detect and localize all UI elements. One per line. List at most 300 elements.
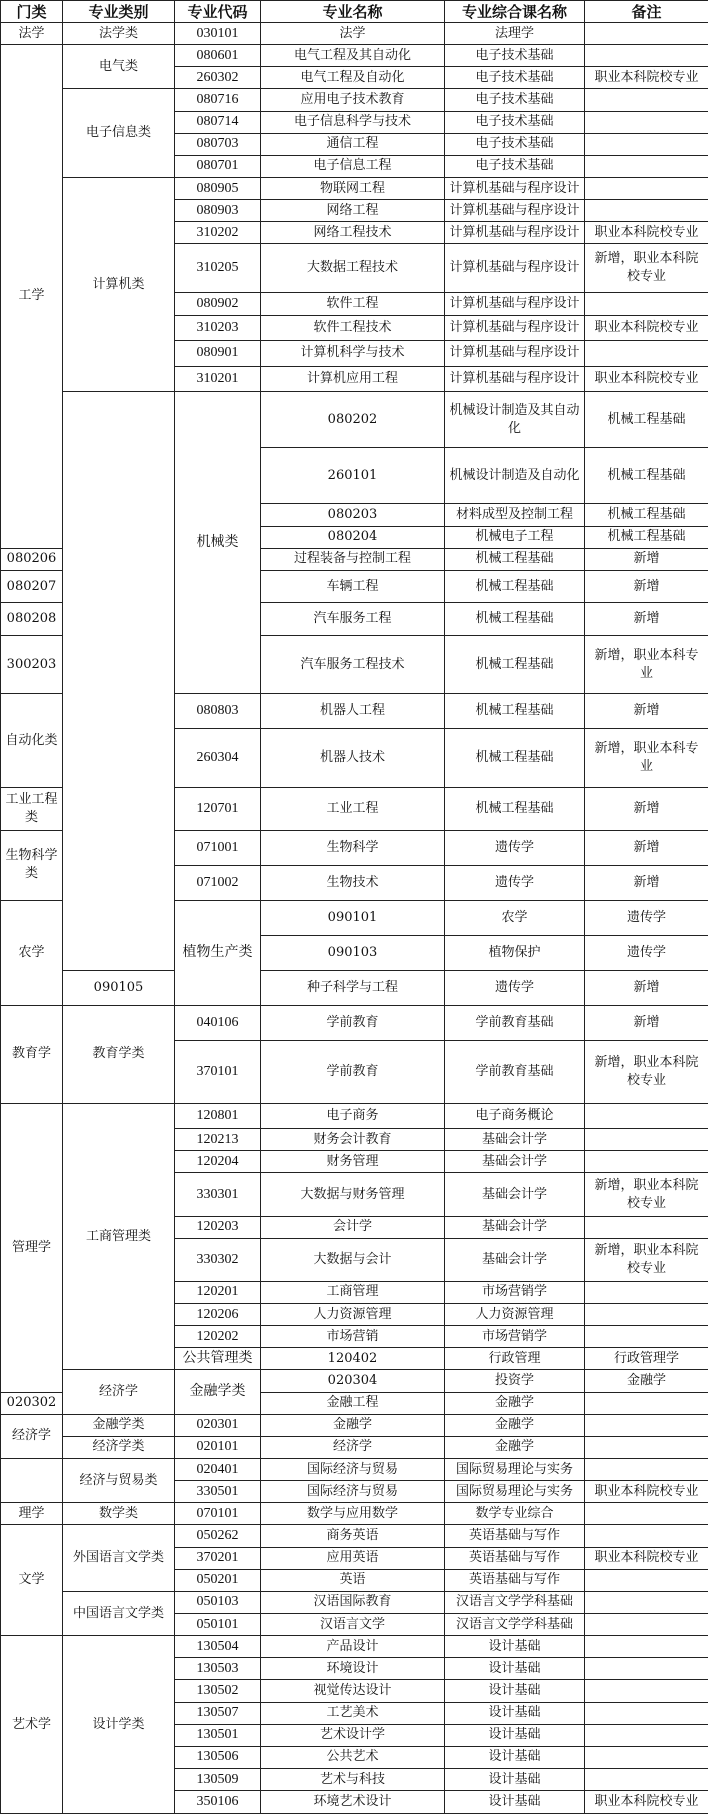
major-name-cell: 电子商务 [261,1103,445,1129]
remarks-cell [585,1281,708,1303]
major-name-cell: 艺术设计学 [261,1724,445,1746]
remarks-cell: 新增 [585,603,708,636]
course-name-cell: 法理学 [445,23,585,45]
major-name-cell: 机器人工程 [261,694,445,729]
remarks-cell [585,1636,708,1658]
table-row [1,1103,708,1129]
major-code-cell: 公共管理类 [175,1348,261,1370]
table-row [1,1459,708,1481]
major-name-cell: 法学 [261,23,445,45]
remarks-cell: 金融学 [585,1370,708,1392]
major-name-cell: 应用电子技术教育 [261,89,445,111]
major-name-cell: 车辆工程 [261,570,445,603]
course-name-cell: 机械工程基础 [445,548,585,570]
major-name-cell: 生物科学 [261,830,445,865]
header-major-name: 专业名称 [261,1,445,23]
major-code-cell: 020301 [175,1414,261,1436]
course-name-cell: 计算机基础与程序设计 [445,293,585,315]
major-class-cell: 数学类 [63,1503,175,1525]
major-code-cell: 330501 [175,1481,261,1503]
table-row [1,1370,708,1392]
major-name-cell: 汉语国际教育 [261,1591,445,1613]
course-name-cell: 基础会计学 [445,1129,585,1151]
course-name-cell: 遗传学 [445,830,585,865]
major-code-cell: 020401 [175,1459,261,1481]
remarks-cell: 机械工程基础 [585,448,708,504]
course-name-cell: 英语基础与写作 [445,1547,585,1569]
course-name-cell: 电子商务概论 [445,1103,585,1129]
table-row [1,89,708,111]
major-name-cell: 物联网工程 [261,177,445,199]
major-name-cell: 工商管理 [261,1281,445,1303]
course-name-cell: 计算机基础与程序设计 [445,200,585,222]
course-name-cell: 基础会计学 [445,1238,585,1281]
course-name-cell: 金融学 [445,1392,585,1414]
major-name-cell: 生物技术 [261,865,445,900]
category-cell: 自动化类 [1,694,63,787]
course-name-cell: 遗传学 [445,865,585,900]
major-name-cell: 080204 [261,526,445,548]
major-code-cell: 机械类 [175,392,261,694]
table-body [1,23,708,1814]
course-name-cell: 电子技术基础 [445,67,585,89]
major-name-cell: 环境艺术设计 [261,1791,445,1814]
major-name-cell: 商务英语 [261,1525,445,1547]
remarks-cell: 机械工程基础 [585,392,708,448]
course-name-cell: 材料成型及控制工程 [445,504,585,526]
remarks-cell: 新增，职业本科院校专业 [585,1173,708,1216]
course-name-cell: 设计基础 [445,1768,585,1790]
category-cell: 教育学 [1,1005,63,1103]
major-class-cell: 电气类 [63,45,175,89]
major-code-cell: 080714 [175,111,261,133]
category-cell: 管理学 [1,1103,63,1392]
major-name-cell: 电气工程及自动化 [261,67,445,89]
major-code-cell: 080716 [175,89,261,111]
remarks-cell: 新增 [585,970,708,1005]
course-name-cell: 计算机基础与程序设计 [445,341,585,367]
course-name-cell: 计算机基础与程序设计 [445,177,585,199]
major-code-cell: 310202 [175,222,261,244]
major-code-cell: 130504 [175,1636,261,1658]
course-name-cell: 农学 [445,900,585,935]
major-name-cell: 视觉传达设计 [261,1680,445,1702]
remarks-cell: 新增，职业本科专业 [585,636,708,694]
category-cell [1,1459,63,1503]
remarks-cell: 遗传学 [585,935,708,970]
major-code-cell: 120201 [175,1281,261,1303]
course-name-cell: 计算机基础与程序设计 [445,366,585,392]
table-row [1,177,708,199]
table-row [1,392,708,448]
major-name-cell: 电气工程及其自动化 [261,45,445,67]
major-name-cell: 经济学 [261,1436,445,1458]
major-name-cell: 260101 [261,448,445,504]
remarks-cell [585,1459,708,1481]
table-row [1,23,708,45]
remarks-cell [585,1129,708,1151]
course-name-cell: 设计基础 [445,1680,585,1702]
remarks-cell: 新增，职业本科院校专业 [585,1040,708,1103]
remarks-cell [585,177,708,199]
major-name-cell: 090103 [261,935,445,970]
course-name-cell: 计算机基础与程序设计 [445,222,585,244]
remarks-cell: 行政管理学 [585,1348,708,1370]
category-cell: 生物科学类 [1,830,63,900]
remarks-cell [585,1724,708,1746]
category-cell: 080207 [1,570,63,603]
major-code-cell: 040106 [175,1005,261,1040]
major-code-cell: 330302 [175,1238,261,1281]
remarks-cell: 新增 [585,1005,708,1040]
remarks-cell [585,1614,708,1636]
major-name-cell: 市场营销 [261,1326,445,1348]
remarks-cell: 新增 [585,694,708,729]
major-code-cell: 080905 [175,177,261,199]
major-class-cell: 金融学类 [63,1414,175,1436]
major-class-cell: 外国语言文学类 [63,1525,175,1591]
major-code-cell: 260302 [175,67,261,89]
course-name-cell: 学前教育基础 [445,1040,585,1103]
major-name-cell: 学前教育 [261,1040,445,1103]
major-code-cell: 080601 [175,45,261,67]
category-cell: 工学 [1,45,63,549]
major-name-cell: 会计学 [261,1216,445,1238]
major-name-cell: 数学与应用数学 [261,1503,445,1525]
header-row [1,1,708,23]
course-name-cell: 汉语言文学学科基础 [445,1614,585,1636]
course-name-cell: 机械电子工程 [445,526,585,548]
remarks-cell: 遗传学 [585,900,708,935]
header-major-class: 专业类别 [63,1,175,23]
major-code-cell: 120204 [175,1151,261,1173]
course-name-cell: 机械设计制造及自动化 [445,448,585,504]
major-name-cell: 大数据与财务管理 [261,1173,445,1216]
major-class-cell: 中国语言文学类 [63,1591,175,1635]
major-class-cell: 090105 [63,970,175,1005]
major-name-cell: 网络工程技术 [261,222,445,244]
remarks-cell [585,1746,708,1768]
remarks-cell [585,1216,708,1238]
major-code-cell: 350106 [175,1791,261,1814]
category-cell: 020302 [1,1392,63,1414]
major-code-cell: 050201 [175,1569,261,1591]
category-cell: 农学 [1,900,63,1005]
course-name-cell: 计算机基础与程序设计 [445,244,585,293]
remarks-cell [585,111,708,133]
major-name-cell: 120402 [261,1348,445,1370]
major-code-cell: 080803 [175,694,261,729]
remarks-cell: 新增，职业本科院校专业 [585,244,708,293]
header-major-code: 专业代码 [175,1,261,23]
remarks-cell: 职业本科院校专业 [585,1791,708,1814]
major-code-cell: 071002 [175,865,261,900]
major-name-cell: 金融学 [261,1414,445,1436]
major-code-cell: 071001 [175,830,261,865]
category-cell: 艺术学 [1,1636,63,1814]
remarks-cell [585,1436,708,1458]
course-name-cell: 行政管理 [445,1348,585,1370]
major-name-cell: 大数据与会计 [261,1238,445,1281]
major-code-cell: 130502 [175,1680,261,1702]
major-name-cell: 通信工程 [261,133,445,155]
remarks-cell [585,89,708,111]
major-code-cell: 080703 [175,133,261,155]
major-name-cell: 财务管理 [261,1151,445,1173]
major-code-cell: 370101 [175,1040,261,1103]
category-cell: 经济学 [1,1414,63,1458]
major-code-cell: 370201 [175,1547,261,1569]
major-name-cell: 环境设计 [261,1658,445,1680]
major-name-cell: 080203 [261,504,445,526]
remarks-cell: 职业本科院校专业 [585,315,708,341]
remarks-cell [585,1768,708,1790]
remarks-cell [585,200,708,222]
major-code-cell: 050101 [175,1614,261,1636]
course-name-cell: 设计基础 [445,1724,585,1746]
table-row [1,1636,708,1658]
table-row [1,1005,708,1040]
major-code-cell: 030101 [175,23,261,45]
major-code-cell: 120206 [175,1304,261,1326]
course-name-cell: 汉语言文学学科基础 [445,1591,585,1613]
remarks-cell [585,23,708,45]
course-name-cell: 投资学 [445,1370,585,1392]
remarks-cell: 职业本科院校专业 [585,1481,708,1503]
major-code-cell: 310201 [175,366,261,392]
course-name-cell: 电子技术基础 [445,89,585,111]
major-name-cell: 产品设计 [261,1636,445,1658]
major-class-cell: 经济学类 [63,1436,175,1458]
major-name-cell: 人力资源管理 [261,1304,445,1326]
course-name-cell: 数学专业综合 [445,1503,585,1525]
major-name-cell: 电子信息工程 [261,155,445,177]
major-name-cell: 计算机应用工程 [261,366,445,392]
remarks-cell: 新增 [585,787,708,830]
major-name-cell: 金融工程 [261,1392,445,1414]
remarks-cell [585,1702,708,1724]
table-row [1,45,708,67]
course-name-cell: 金融学 [445,1436,585,1458]
table-row [1,1436,708,1458]
table-header [1,1,708,23]
remarks-cell [585,1103,708,1129]
course-name-cell: 设计基础 [445,1791,585,1814]
remarks-cell: 职业本科院校专业 [585,1547,708,1569]
remarks-cell [585,1658,708,1680]
major-code-cell: 080903 [175,200,261,222]
course-name-cell: 基础会计学 [445,1173,585,1216]
course-name-cell: 市场营销学 [445,1281,585,1303]
major-name-cell: 英语 [261,1569,445,1591]
course-name-cell: 基础会计学 [445,1151,585,1173]
category-cell: 080208 [1,603,63,636]
course-name-cell: 市场营销学 [445,1326,585,1348]
major-name-cell: 公共艺术 [261,1746,445,1768]
remarks-cell: 新增，职业本科院校专业 [585,1238,708,1281]
remarks-cell [585,1591,708,1613]
course-name-cell: 机械工程基础 [445,729,585,787]
remarks-cell: 职业本科院校专业 [585,222,708,244]
remarks-cell [585,341,708,367]
major-code-cell: 120213 [175,1129,261,1151]
remarks-cell [585,1525,708,1547]
header-course-name: 专业综合课名称 [445,1,585,23]
course-name-cell: 设计基础 [445,1636,585,1658]
major-code-cell: 130506 [175,1746,261,1768]
major-name-cell: 应用英语 [261,1547,445,1569]
remarks-cell [585,1151,708,1173]
table-row [1,1525,708,1547]
course-name-cell: 电子技术基础 [445,111,585,133]
course-name-cell: 设计基础 [445,1746,585,1768]
header-remarks: 备注 [585,1,708,23]
major-name-cell: 汽车服务工程技术 [261,636,445,694]
major-class-cell: 经济与贸易类 [63,1459,175,1503]
remarks-cell [585,1569,708,1591]
major-name-cell: 工艺美术 [261,1702,445,1724]
major-class-cell: 设计学类 [63,1636,175,1814]
major-code-cell: 070101 [175,1503,261,1525]
course-name-cell: 英语基础与写作 [445,1525,585,1547]
category-cell: 080206 [1,548,63,570]
remarks-cell: 机械工程基础 [585,526,708,548]
major-class-cell: 法学类 [63,23,175,45]
major-name-cell: 网络工程 [261,200,445,222]
major-name-cell: 090101 [261,900,445,935]
course-name-cell: 国际贸易理论与实务 [445,1459,585,1481]
major-class-cell: 教育学类 [63,1005,175,1103]
course-name-cell: 机械工程基础 [445,636,585,694]
remarks-cell [585,133,708,155]
course-name-cell: 电子技术基础 [445,155,585,177]
major-name-cell: 汉语言文学 [261,1614,445,1636]
category-cell: 文学 [1,1525,63,1636]
remarks-cell [585,1326,708,1348]
remarks-cell [585,45,708,67]
major-code-cell: 130503 [175,1658,261,1680]
major-class-cell [63,392,175,970]
table-row [1,1503,708,1525]
course-name-cell: 机械工程基础 [445,603,585,636]
major-code-cell: 310203 [175,315,261,341]
major-code-cell: 金融学类 [175,1370,261,1414]
major-name-cell: 财务会计教育 [261,1129,445,1151]
remarks-cell [585,1414,708,1436]
remarks-cell: 职业本科院校专业 [585,366,708,392]
course-name-cell: 电子技术基础 [445,45,585,67]
major-name-cell: 大数据工程技术 [261,244,445,293]
major-code-cell: 植物生产类 [175,900,261,1005]
major-code-cell: 080901 [175,341,261,367]
remarks-cell [585,1304,708,1326]
major-code-cell: 020101 [175,1436,261,1458]
major-name-cell: 学前教育 [261,1005,445,1040]
remarks-cell: 新增 [585,570,708,603]
major-code-cell: 130509 [175,1768,261,1790]
major-name-cell: 计算机科学与技术 [261,341,445,367]
major-code-cell: 310205 [175,244,261,293]
header-category: 门类 [1,1,63,23]
major-name-cell: 艺术与科技 [261,1768,445,1790]
major-name-cell: 软件工程技术 [261,315,445,341]
major-name-cell: 电子信息科学与技术 [261,111,445,133]
course-name-cell: 金融学 [445,1414,585,1436]
course-name-cell: 机械工程基础 [445,787,585,830]
major-name-cell: 国际经济与贸易 [261,1459,445,1481]
remarks-cell: 新增 [585,548,708,570]
major-class-cell: 电子信息类 [63,89,175,178]
major-code-cell: 080902 [175,293,261,315]
major-name-cell: 过程装备与控制工程 [261,548,445,570]
major-name-cell: 工业工程 [261,787,445,830]
category-cell: 法学 [1,23,63,45]
course-name-cell: 设计基础 [445,1658,585,1680]
major-code-cell: 120203 [175,1216,261,1238]
table-row [1,1591,708,1613]
remarks-cell [585,155,708,177]
major-code-cell: 330301 [175,1173,261,1216]
category-cell: 理学 [1,1503,63,1525]
major-class-cell: 计算机类 [63,177,175,391]
remarks-cell: 机械工程基础 [585,504,708,526]
major-code-cell: 260304 [175,729,261,787]
course-name-cell: 机械工程基础 [445,694,585,729]
remarks-cell [585,293,708,315]
major-name-cell: 国际经济与贸易 [261,1481,445,1503]
major-name-cell: 软件工程 [261,293,445,315]
remarks-cell: 职业本科院校专业 [585,67,708,89]
major-code-cell: 120202 [175,1326,261,1348]
major-code-cell: 130501 [175,1724,261,1746]
course-name-cell: 计算机基础与程序设计 [445,315,585,341]
major-code-cell: 120701 [175,787,261,830]
course-name-cell: 电子技术基础 [445,133,585,155]
table-row [1,1414,708,1436]
major-code-cell: 080701 [175,155,261,177]
course-name-cell: 基础会计学 [445,1216,585,1238]
category-cell: 工业工程类 [1,787,63,830]
major-class-cell: 经济学 [63,1370,175,1414]
major-name-cell: 汽车服务工程 [261,603,445,636]
course-name-cell: 机械设计制造及其自动化 [445,392,585,448]
table-row [1,970,708,1005]
major-code-cell: 050262 [175,1525,261,1547]
course-name-cell: 国际贸易理论与实务 [445,1481,585,1503]
course-name-cell: 遗传学 [445,970,585,1005]
major-name-cell: 机器人技术 [261,729,445,787]
remarks-cell: 新增 [585,830,708,865]
course-name-cell: 学前教育基础 [445,1005,585,1040]
major-code-cell: 120801 [175,1103,261,1129]
major-class-cell: 工商管理类 [63,1103,175,1370]
course-name-cell: 机械工程基础 [445,570,585,603]
major-code-cell: 050103 [175,1591,261,1613]
remarks-cell [585,1392,708,1414]
major-name-cell: 020304 [261,1370,445,1392]
remarks-cell [585,1503,708,1525]
course-name-cell: 植物保护 [445,935,585,970]
major-code-cell: 130507 [175,1702,261,1724]
remarks-cell: 新增，职业本科专业 [585,729,708,787]
major-name-cell: 种子科学与工程 [261,970,445,1005]
major-name-cell: 080202 [261,392,445,448]
category-cell: 300203 [1,636,63,694]
course-name-cell: 设计基础 [445,1702,585,1724]
course-name-cell: 人力资源管理 [445,1304,585,1326]
remarks-cell [585,1680,708,1702]
remarks-cell: 新增 [585,865,708,900]
